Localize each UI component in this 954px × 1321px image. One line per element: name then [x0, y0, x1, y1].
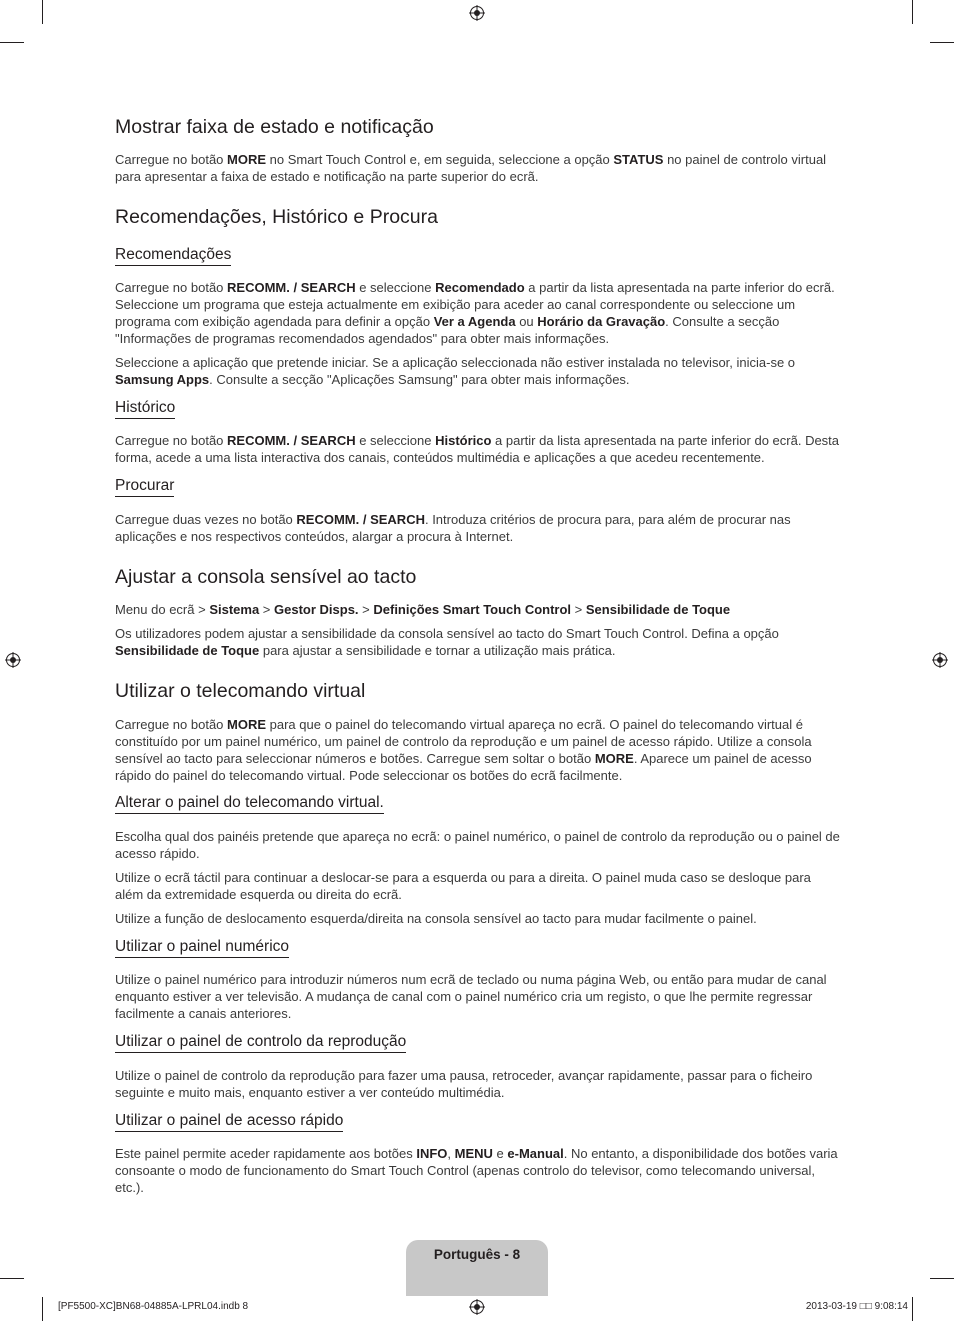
section-title-virtual-remote: Utilizar o telecomando virtual — [115, 680, 366, 702]
subsection-title-recommendations: Recomendações — [115, 246, 231, 266]
change-panel-paragraph-1: Escolha qual dos painéis pretende que apareça no ecrã: o painel numérico, o painel de controlo da reprodução ou o painel de acesso rápido. — [115, 829, 840, 861]
emphasized-term: Horário da Gravação — [537, 314, 666, 329]
emphasized-term: MORE — [227, 717, 267, 732]
emphasized-term: e-Manual — [507, 1146, 564, 1161]
emphasized-term: RECOMM. / SEARCH — [227, 433, 356, 448]
history-paragraph: Carregue no botão RECOMM. / SEARCH e seleccione Histórico a partir da lista apresentada na parte inferior do ecrã. Desta forma, acede a uma lista interactiva dos canais, conteúdos multimédia e aplicações a que acedeu recentemente. — [115, 433, 840, 465]
emphasized-term: Histórico — [435, 433, 492, 448]
emphasized-term: Samsung Apps — [115, 372, 210, 387]
section-title-status-bar: Mostrar faixa de estado e notificação — [115, 116, 434, 138]
section-title-touch-sensitivity: Ajustar a consola sensível ao tacto — [115, 566, 417, 588]
emphasized-term: Gestor Disps. — [274, 602, 359, 617]
playback-panel-paragraph: Utilize o painel de controlo da reprodução para fazer uma pausa, retroceder, avançar rapidamente, passar para o ficheiro seguinte e muito mais, enquanto estiver a ver conteúdo multimédia. — [115, 1068, 813, 1100]
page-number-label: Português - 8 — [433, 1247, 521, 1262]
crop-mark — [42, 0, 43, 24]
registration-mark-icon — [469, 5, 485, 21]
change-panel-paragraph-2: Utilize o ecrã táctil para continuar a deslocar-se para a esquerda ou para a direita. O painel muda caso se desloque para além da extremidade esquerda ou direita do ecrã. — [115, 870, 811, 902]
emphasized-term: MORE — [594, 751, 634, 766]
menu-path: Menu do ecrã > Sistema > Gestor Disps. > Definições Smart Touch Control > Sensibilidade de Toque — [115, 602, 731, 617]
emphasized-term: Sensibilidade de Toque — [115, 643, 260, 658]
virtual-remote-paragraph: Carregue no botão MORE para que o painel do telecomando virtual apareça no ecrã. O painel do telecomando virtual é constituído por um painel numérico, um painel de controlo da reprodução e um painel de acesso rápido. Utilize a consola sensível ao tacto para seleccionar números e botões. Carregue sem soltar o botão MORE. Aparece um painel de acesso rápido do painel do telecomando virtual. Pode seleccionar os botões do ecrã facilmente. — [115, 717, 812, 783]
numeric-panel-paragraph: Utilize o painel numérico para introduzir números num ecrã de teclado ou numa página Web, ou então para mudar de canal enquanto estiver a ver televisão. A mudança de canal com o painel numérico cria um registo, o que lhe permite regressar facilmente a canais anteriores. — [115, 972, 827, 1021]
search-paragraph: Carregue duas vezes no botão RECOMM. / SEARCH. Introduza critérios de procura para, para além de procurar nas aplicações e nos respectivos conteúdos, alargar a procura à Internet. — [115, 512, 791, 544]
section-title-recommendations: Recomendações, Histórico e Procura — [115, 206, 438, 228]
emphasized-term: Definições Smart Touch Control — [373, 602, 572, 617]
crop-mark — [0, 1278, 24, 1279]
crop-mark — [930, 1278, 954, 1279]
emphasized-term: INFO — [416, 1146, 448, 1161]
crop-mark — [912, 0, 913, 24]
registration-mark-icon — [5, 652, 21, 668]
subsection-title-numeric-panel: Utilizar o painel numérico — [115, 938, 289, 958]
print-slug-timestamp: 2013-03-19 □□ 9:08:14 — [805, 1301, 908, 1312]
emphasized-term: STATUS — [613, 152, 664, 167]
recommendations-paragraph-2: Seleccione a aplicação que pretende iniciar. Se a aplicação seleccionada não estiver instalada no televisor, inicia-se o Samsung Apps. Consulte a secção "Aplicações Samsung" para obter mais informações. — [115, 355, 796, 387]
quick-access-paragraph: Este painel permite aceder rapidamente aos botões INFO, MENU e e-Manual. No entanto, a disponibilidade dos botões varia consoante o modo de funcionamento do Smart Touch Control (apenas controlo do televisor, como telecomando universal, etc.). — [115, 1146, 838, 1195]
emphasized-term: MENU — [454, 1146, 493, 1161]
change-panel-paragraph-3: Utilize a função de deslocamento esquerda/direita na consola sensível ao tacto para mudar facilmente o painel. — [115, 911, 757, 926]
subsection-title-search: Procurar — [115, 477, 174, 497]
emphasized-term: Ver a Agenda — [433, 314, 516, 329]
emphasized-term: RECOMM. / SEARCH — [296, 512, 425, 527]
subsection-title-quick-access-panel: Utilizar o painel de acesso rápido — [115, 1112, 343, 1132]
emphasized-term: RECOMM. / SEARCH — [227, 280, 356, 295]
emphasized-term: Sistema — [209, 602, 260, 617]
recommendations-paragraph-1: Carregue no botão RECOMM. / SEARCH e seleccione Recomendado a partir da lista apresentada na parte inferior do ecrã. Seleccione um programa que esteja actualmente em exibição para aceder ao canal correspondente ou seleccione um programa com exibição agendada para definir a opção Ver a Agenda ou Horário da Gravação. Consulte a secção "Informações de programas recomendados agendados" para obter mais informações. — [115, 280, 835, 346]
crop-mark — [0, 42, 24, 43]
subsection-title-playback-panel: Utilizar o painel de controlo da reprodução — [115, 1033, 406, 1053]
crop-mark — [930, 42, 954, 43]
emphasized-term: MORE — [227, 152, 267, 167]
touch-paragraph: Os utilizadores podem ajustar a sensibilidade da consola sensível ao tacto do Smart Touch Control. Defina a opção Sensibilidade de Toque para ajustar a sensibilidade e tornar a utilização mais prática. — [115, 626, 779, 658]
print-slug-file: [PF5500-XC]BN68-04885A-LPRL04.indb 8 — [58, 1301, 249, 1312]
page-number-tab — [406, 1240, 548, 1296]
emphasized-term: Recomendado — [435, 280, 525, 295]
subsection-title-history: Histórico — [115, 399, 175, 419]
status-paragraph: Carregue no botão MORE no Smart Touch Control e, em seguida, seleccione a opção STATUS no painel de controlo virtual para apresentar a faixa de estado e notificação na parte superior do ecrã. — [115, 152, 827, 184]
registration-mark-icon — [932, 652, 948, 668]
crop-mark — [912, 1297, 913, 1321]
registration-mark-icon — [469, 1299, 485, 1315]
emphasized-term: Sensibilidade de Toque — [585, 602, 731, 617]
crop-mark — [42, 1297, 43, 1321]
subsection-title-change-panel: Alterar o painel do telecomando virtual. — [115, 794, 384, 814]
